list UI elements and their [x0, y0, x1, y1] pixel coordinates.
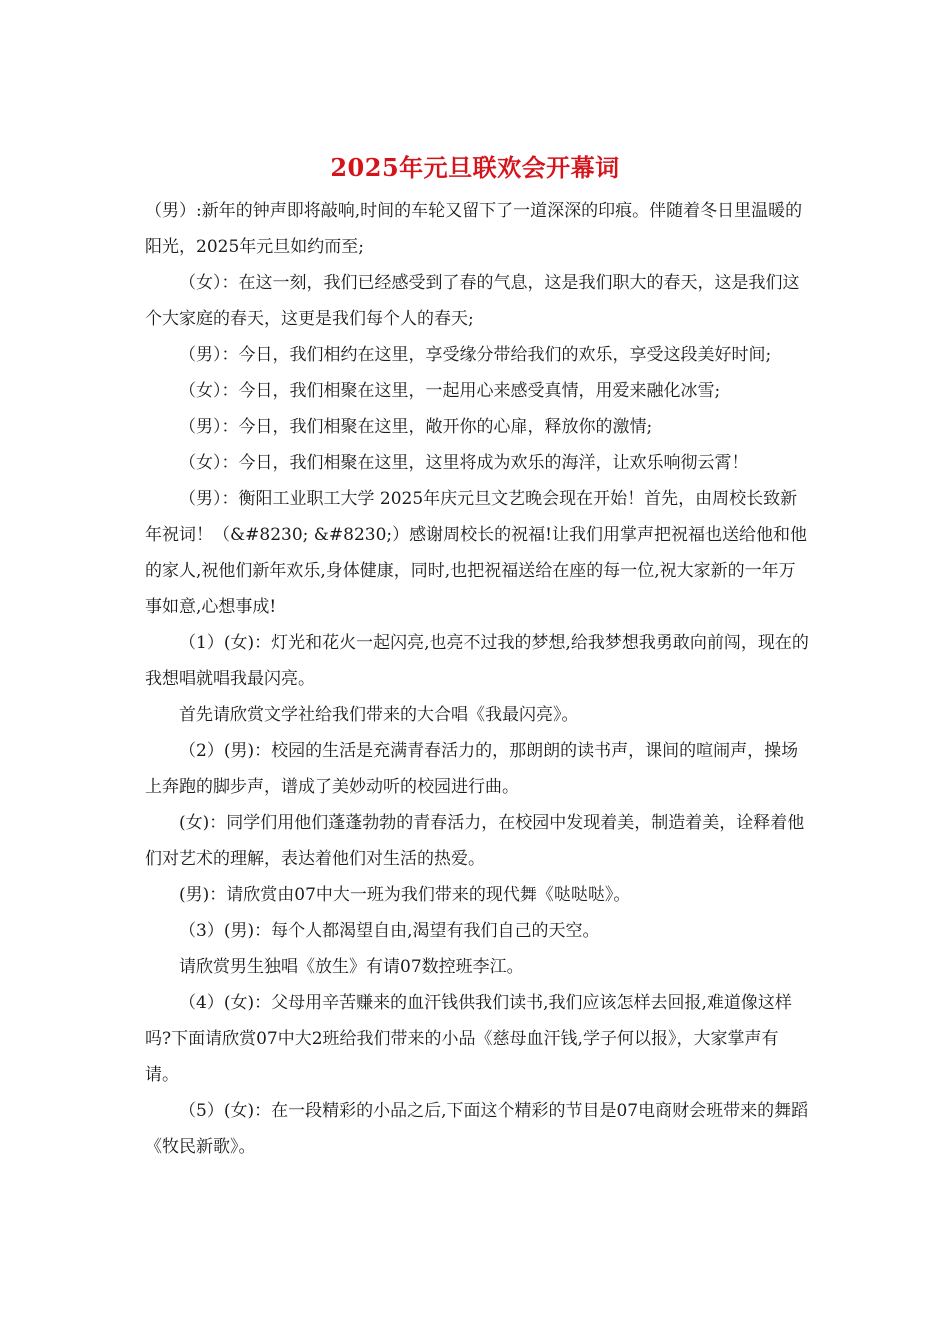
paragraph: （女）：今日，我们相聚在这里，一起用心来感受真情，用爱来融化冰雪; [179, 381, 721, 401]
paragraph: （1）(女)：灯光和花火一起闪亮,也亮不过我的梦想,给我梦想我勇敢向前闯，现在的我想唱就唱我最闪亮。 [145, 633, 809, 689]
document-body [145, 193, 810, 1165]
paragraph: （男）:新年的钟声即将敲响,时间的车轮又留下了一道深深的印痕。伴随着冬日里温暖的阳光，2025年元旦如约而至; [145, 201, 803, 257]
paragraph: 首先请欣赏文学社给我们带来的大合唱《我最闪亮》。 [179, 705, 579, 725]
paragraph: 请欣赏男生独唱《放生》有请07数控班李江。 [179, 957, 524, 977]
document-title: 2025年元旦联欢会开幕词 [330, 153, 620, 182]
paragraph: (女)：同学们用他们蓬蓬勃勃的青春活力，在校园中发现着美，制造着美，诠释着他们对艺术的理解，表达着他们对生活的热爱。 [145, 813, 805, 869]
paragraph: （男）：衡阳工业职工大学 2025年庆元旦文艺晚会现在开始！首先，由周校长致新年祝词！（&#8230; &#8230;）感谢周校长的祝福!让我们用掌声把祝福也送给他和他的家人,祝他们新年欢乐,身体健康，同时,也把祝福送给在座的每一位,祝大家新的一年万事如意,心想事成! [145, 489, 807, 617]
paragraph: （5）(女)：在一段精彩的小品之后,下面这个精彩的节目是07电商财会班带来的舞蹈《牧民新歌》。 [145, 1101, 809, 1157]
paragraph: （2）(男)：校园的生活是充满青春活力的，那朗朗的读书声，课间的喧闹声，操场上奔跑的脚步声，谱成了美妙动听的校园进行曲。 [145, 741, 799, 797]
paragraph: （男）：今日，我们相聚在这里，敞开你的心扉，释放你的激情; [179, 417, 653, 437]
paragraph: （4）(女)：父母用辛苦赚来的血汗钱供我们读书,我们应该怎样去回报,难道像这样吗?下面请欣赏07中大2班给我们带来的小品《慈母血汗钱,学子何以报》，大家掌声有请。 [145, 993, 792, 1085]
paragraph: （女）：今日，我们相聚在这里，这里将成为欢乐的海洋，让欢乐响彻云霄！ [179, 453, 749, 473]
paragraph: （女）：在这一刻，我们已经感受到了春的气息，这是我们职大的春天，这是我们这个大家庭的春天，这更是我们每个人的春天; [145, 273, 800, 329]
paragraph: （男）：今日，我们相约在这里，享受缘分带给我们的欢乐，享受这段美好时间; [179, 345, 772, 365]
paragraph: (男)：请欣赏由07中大一班为我们带来的现代舞《哒哒哒》。 [179, 885, 631, 905]
paragraph: （3）(男)：每个人都渴望自由,渴望有我们自己的天空。 [179, 921, 600, 941]
